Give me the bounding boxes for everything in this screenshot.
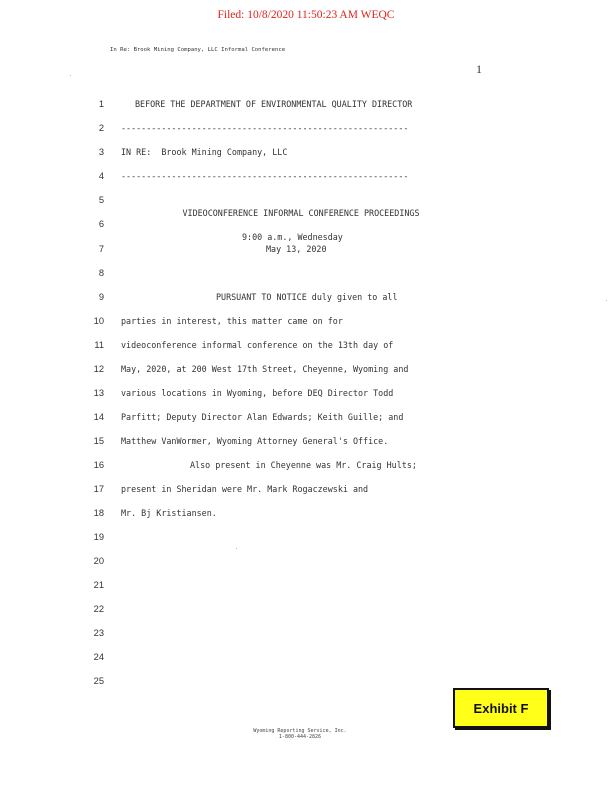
line-number: 16 (93, 460, 104, 470)
line-text: various locations in Wyoming, before DEQ Director Todd (121, 388, 394, 398)
line-text: Matthew VanWormer, Wyoming Attorney General's Office. (121, 436, 389, 446)
reporter-footer (200, 728, 400, 740)
transcript-line-1 (0, 97, 612, 111)
transcript-line-22 (0, 602, 612, 616)
line-text: PURSUANT TO NOTICE duly given to all (216, 292, 398, 302)
transcript-line-11 (0, 338, 612, 352)
line-number: 4 (98, 171, 104, 181)
transcript-line-14 (0, 410, 612, 424)
line-number: 11 (94, 340, 104, 350)
line-number: 19 (93, 532, 104, 542)
separator-line: --------------------------------------------------------- (121, 123, 409, 133)
transcript-line-13 (0, 386, 612, 400)
line-number: 10 (93, 316, 104, 326)
transcript-line-15 (0, 434, 612, 448)
line-text: Also present in Cheyenne was Mr. Craig Hults; (190, 460, 417, 470)
line-number: 9 (98, 292, 104, 302)
transcript-line-16 (0, 458, 612, 472)
line-text: present in Sheridan were Mr. Mark Rogaczewski and (121, 484, 369, 494)
transcript-line-6 (0, 217, 612, 231)
line-text: Parfitt; Deputy Director Alan Edwards; Keith Guille; and (121, 412, 404, 422)
separator-line: --------------------------------------------------------- (121, 171, 409, 181)
document-header: In Re: Brook Mining Company, LLC Informal Conference (110, 47, 286, 53)
line-number: 18 (93, 508, 104, 518)
scan-speck (236, 548, 237, 549)
page-number: 1 (476, 62, 482, 76)
line-text: Mr. Bj Kristiansen. (121, 508, 217, 518)
line-number: 24 (93, 652, 104, 662)
line-number: 2 (98, 123, 104, 133)
footer-company: Wyoming Reporting Service, Inc. (253, 728, 347, 734)
date-line: May 13, 2020 (266, 244, 327, 254)
line-number: 15 (93, 436, 104, 446)
line-number: 14 (93, 412, 104, 422)
line-text: VIDEOCONFERENCE INFORMAL CONFERENCE PROCEEDINGS (182, 208, 420, 218)
line-number: 1 (98, 99, 104, 109)
transcript-line-17 (0, 482, 612, 496)
line-number: 12 (93, 364, 104, 374)
transcript-line-10 (0, 314, 612, 328)
line-text: May, 2020, at 200 West 17th Street, Cheyenne, Wyoming and (121, 364, 409, 374)
line-text: BEFORE THE DEPARTMENT OF ENVIRONMENTAL QUALITY DIRECTOR (135, 99, 413, 109)
line-text: videoconference informal conference on the 13th day of (121, 340, 394, 350)
line-number: 22 (93, 604, 104, 614)
scan-speck (606, 300, 607, 301)
line-text: parties in interest, this matter came on for (121, 316, 343, 326)
line-number: 3 (98, 147, 104, 157)
transcript-line-24 (0, 650, 612, 664)
exhibit-label: Exhibit F (453, 688, 549, 728)
scan-speck (70, 75, 71, 76)
transcript-line-9 (0, 290, 612, 304)
line-number: 23 (93, 628, 104, 638)
transcript-line-20 (0, 554, 612, 568)
footer-phone: 1-800-444-2826 (278, 734, 322, 740)
transcript-line-25 (0, 674, 612, 688)
transcript-line-7 (0, 242, 612, 256)
transcript-line-21 (0, 578, 612, 592)
line-number: 20 (93, 556, 104, 566)
line-number: 17 (93, 484, 104, 494)
line-text: 9:00 a.m., Wednesday (242, 232, 343, 242)
line-number: 25 (93, 676, 104, 686)
transcript-line-4 (0, 169, 612, 183)
line-text: IN RE: Brook Mining Company, LLC (121, 147, 288, 157)
transcript-line-3 (0, 145, 612, 159)
transcript-line-23 (0, 626, 612, 640)
transcript-line-19 (0, 530, 612, 544)
transcript-line-12 (0, 362, 612, 376)
filed-stamp: Filed: 10/8/2020 11:50:23 AM WEQC (217, 9, 395, 21)
line-number: 13 (93, 388, 104, 398)
transcript-line-2 (0, 121, 612, 135)
transcript-line-18 (0, 506, 612, 520)
transcript-line-5 (0, 193, 612, 207)
line-number: 6 (98, 219, 104, 229)
transcript-line-8 (0, 266, 612, 280)
line-number: 8 (98, 268, 104, 278)
line-number: 7 (98, 244, 104, 254)
line-number: 21 (93, 580, 104, 590)
line-number: 5 (98, 195, 104, 205)
